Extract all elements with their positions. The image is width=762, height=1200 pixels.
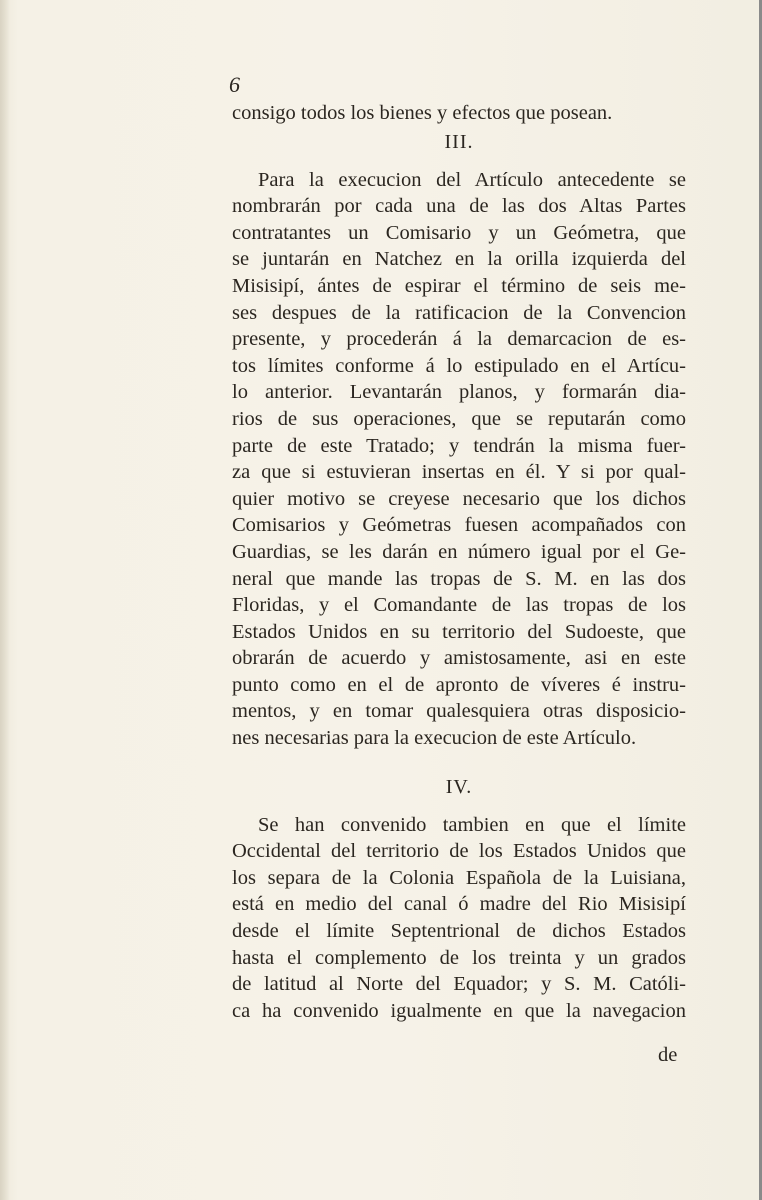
page-left-edge: [0, 0, 10, 1200]
article-iii-paragraph: [232, 167, 686, 752]
text-line: quier motivo se creyese necesario que los dichos: [232, 487, 686, 510]
catchword: de: [658, 1044, 678, 1066]
text-line: Se han convenido tambien en que el límite: [258, 813, 686, 836]
text-line: de latitud al Norte del Equador; y S. M. Católi-: [232, 973, 686, 996]
text-line: Floridas, y el Comandante de las tropas de los: [232, 594, 686, 617]
text-line: obrarán de acuerdo y amistosamente, asi en este: [232, 647, 686, 670]
text-line: contratantes un Comisario y un Geómetra, que: [232, 221, 686, 244]
text-line: Guardias, se les darán en número igual por el Ge-: [232, 540, 686, 563]
text-line: nes necesarias para la execucion de este Artículo.: [232, 727, 637, 750]
text-line: Misisipí, ántes de espirar el término de seis me-: [232, 274, 686, 297]
text-line: nombrarán por cada una de las dos Altas Partes: [232, 195, 686, 218]
article-iv-paragraph: [232, 812, 686, 1025]
article-iii-heading: III.: [444, 130, 474, 153]
body-text: [232, 100, 686, 1024]
text-line: se juntarán en Natchez en la orilla izquierda del: [232, 248, 686, 271]
text-line: consigo todos los bienes y efectos que posean.: [232, 102, 613, 124]
text-line: Comisarios y Geómetras fuesen acompañados con: [232, 514, 686, 537]
text-line: Occidental del territorio de los Estados Unidos que: [232, 840, 686, 863]
text-line: lo anterior. Levantarán planos, y formarán dia-: [232, 381, 686, 404]
text-line: za que si estuvieran insertas en él. Y si por qual-: [232, 461, 686, 484]
text-line: ca ha convenido igualmente en que la navegacion: [232, 999, 686, 1022]
text-line: punto como en el de apronto de víveres é instru-: [232, 673, 686, 696]
text-line: presente, y procederán á la demarcacion de es-: [232, 328, 686, 351]
text-line: hasta el complemento de los treinta y un grados: [232, 946, 686, 969]
text-line: está en medio del canal ó madre del Rio Misisipí: [232, 893, 686, 916]
text-line: parte de este Tratado; y tendrán la misma fuer-: [232, 434, 686, 457]
page-number: 6: [229, 72, 240, 97]
article-iv-heading: IV.: [445, 775, 473, 798]
text-line: rios de sus operaciones, que se reputarán como: [232, 407, 686, 430]
text-line: tos límites conforme á lo estipulado en el Artícu-: [232, 354, 686, 377]
text-line: ses despues de la ratificacion de la Convencion: [232, 301, 686, 324]
text-line: Estados Unidos en su territorio del Sudoeste, que: [232, 620, 686, 643]
text-line: neral que mande las tropas de S. M. en las dos: [232, 567, 686, 590]
text-line: los separa de la Colonia Española de la Luisiana,: [232, 866, 686, 889]
text-line: desde el límite Septentrional de dichos Estados: [232, 920, 686, 943]
text-line: mentos, y en tomar qualesquiera otras disposicio-: [232, 700, 686, 723]
text-line: Para la execucion del Artículo antecedente se: [258, 168, 686, 191]
